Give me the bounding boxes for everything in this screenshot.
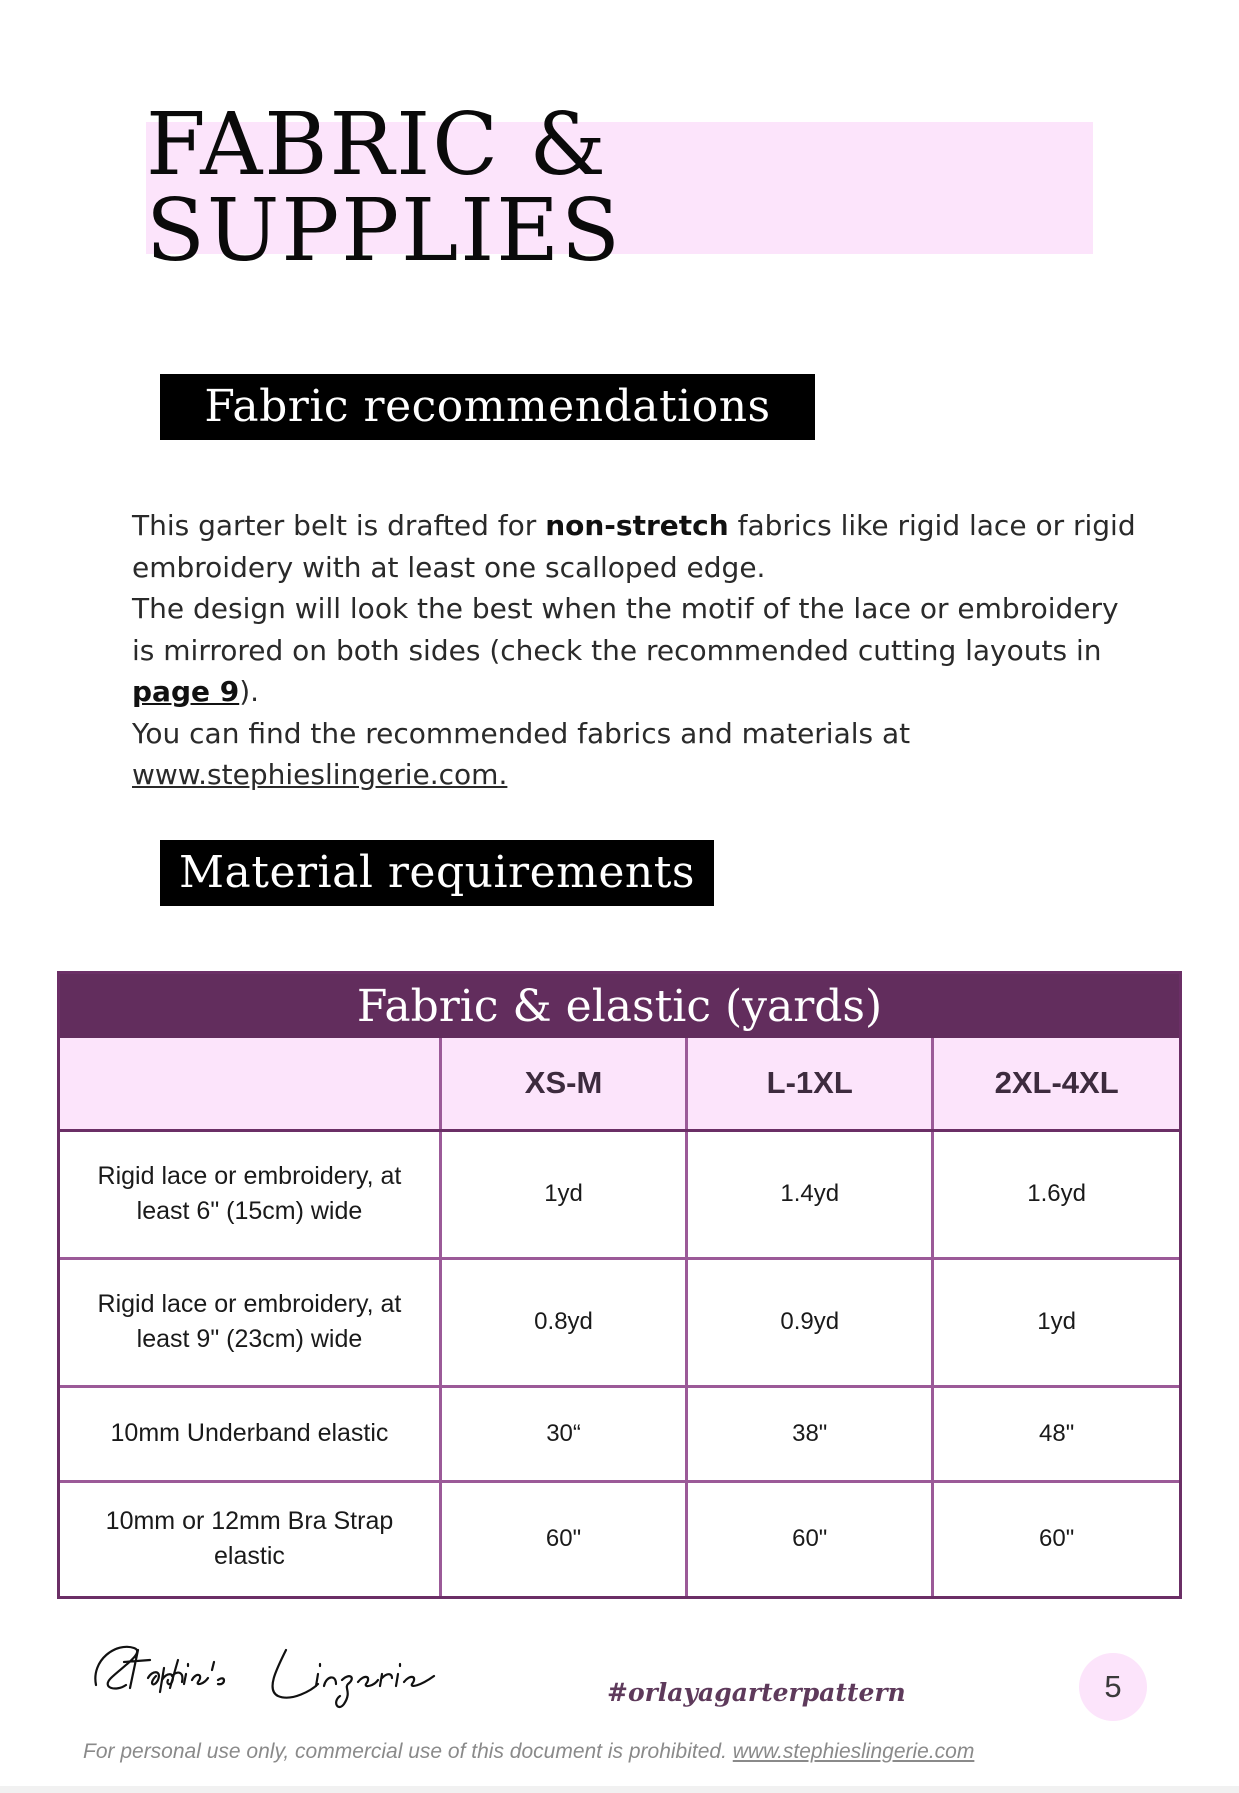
cell-value: 0.8yd <box>440 1258 686 1386</box>
signature-logo <box>86 1630 446 1710</box>
table-row <box>60 1258 1179 1386</box>
cell-value: 60" <box>687 1481 933 1596</box>
cell-value: 60" <box>933 1481 1179 1596</box>
cell-value: 1yd <box>440 1130 686 1258</box>
fabric-recommendations-text <box>132 505 1142 796</box>
cell-value: 60" <box>440 1481 686 1596</box>
column-header-l-1xl: L-1XL <box>687 1038 933 1130</box>
cell-value: 38" <box>687 1386 933 1481</box>
page-number-badge <box>1079 1653 1147 1721</box>
cell-value: 30“ <box>440 1386 686 1481</box>
page-title: FABRIC & SUPPLIES <box>146 95 622 281</box>
page-title-banner <box>146 95 1093 281</box>
paragraph-1-end: fabrics like rigid lace or rigid embroidery with at least one scalloped edge. <box>132 509 1136 584</box>
row-label: 10mm or 12mm Bra Strap elastic <box>60 1481 440 1596</box>
paragraph-2-start: The design will look the best when the motif of the lace or embroidery is mirrored on both sides (check the recommended cutting layouts in <box>132 592 1119 667</box>
section-heading-material-requirements: Material requirements <box>160 840 714 906</box>
table-title: Fabric & elastic (yards) <box>60 974 1179 1038</box>
page-number: 5 <box>1104 1669 1122 1704</box>
column-header-2xl-4xl: 2XL-4XL <box>933 1038 1179 1130</box>
row-label: Rigid lace or embroidery, at least 6" (15cm) wide <box>60 1130 440 1258</box>
hashtag: #orlayagarterpattern <box>607 1678 906 1707</box>
table-row <box>60 1386 1179 1481</box>
section-heading-fabric-recommendations: Fabric recommendations <box>160 374 815 440</box>
cell-value: 1.4yd <box>687 1130 933 1258</box>
footer-disclaimer: For personal use only, commercial use of this document is prohibited. <box>83 1740 733 1763</box>
material-requirements-table <box>57 971 1182 1599</box>
row-label: Rigid lace or embroidery, at least 9" (23cm) wide <box>60 1258 440 1386</box>
cell-value: 48" <box>933 1386 1179 1481</box>
column-header-xs-m: XS-M <box>440 1038 686 1130</box>
footer-website-link[interactable]: www.stephieslingerie.com <box>732 1740 975 1763</box>
paragraph-1-emphasis: non-stretch <box>545 509 729 542</box>
row-label: 10mm Underband elastic <box>60 1386 440 1481</box>
cell-value: 1.6yd <box>933 1130 1179 1258</box>
paragraph-3: You can find the recommended fabrics and materials at <box>132 716 911 750</box>
table-header-row <box>60 1038 1179 1130</box>
column-header-blank <box>60 1038 440 1130</box>
footer-note <box>83 1740 974 1764</box>
paragraph-2-end: ). <box>239 675 260 708</box>
bottom-strip <box>0 1786 1239 1793</box>
paragraph-1-start: This garter belt is drafted for <box>132 509 546 542</box>
table-row <box>60 1481 1179 1596</box>
table-row <box>60 1130 1179 1258</box>
page-9-link[interactable]: page 9 <box>132 675 240 708</box>
cell-value: 0.9yd <box>687 1258 933 1386</box>
cell-value: 1yd <box>933 1258 1179 1386</box>
website-link[interactable]: www.stephieslingerie.com. <box>132 758 508 791</box>
